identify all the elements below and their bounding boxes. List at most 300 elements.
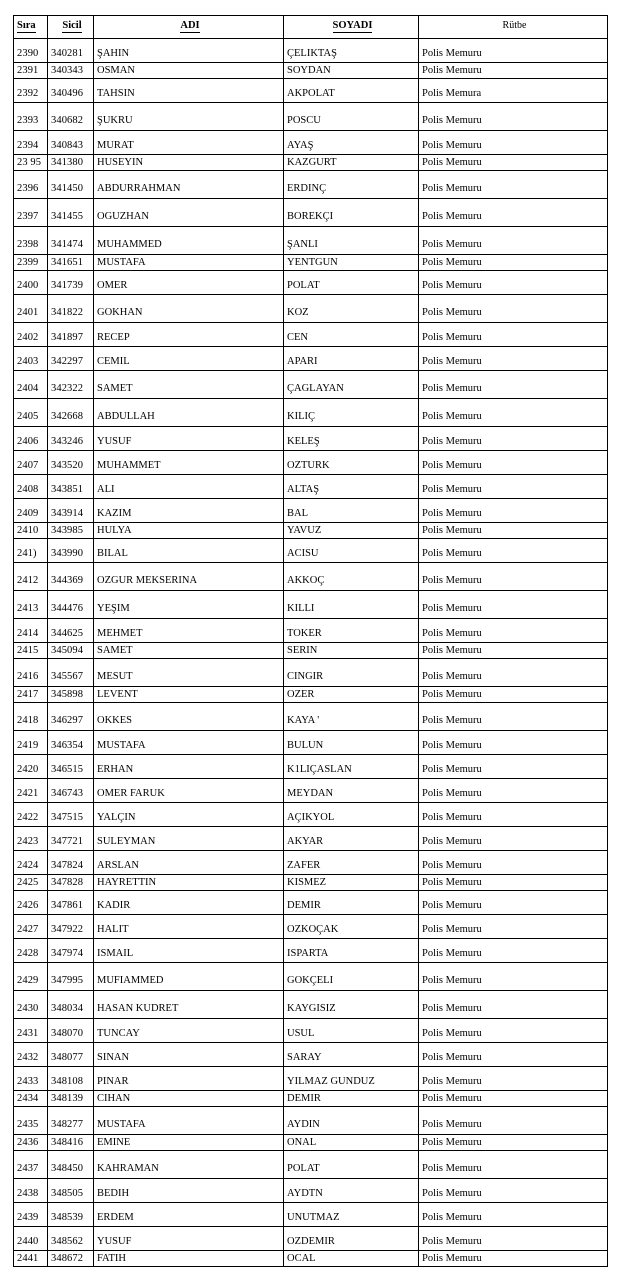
cell-adi: MEHMET [94,619,284,643]
cell-soyadi: POSCU [284,103,419,131]
cell-rutbe: Polis Memuru [419,1107,608,1135]
cell-adi: MUSTAFA [94,1107,284,1135]
cell-rutbe: Polis Memuru [419,39,608,63]
cell-sicil: 342297 [48,347,94,371]
table-row [14,131,608,155]
table-row [14,1251,608,1267]
cell-sicil: 341455 [48,199,94,227]
cell-rutbe: Polis Memuru [419,103,608,131]
cell-sicil: 344625 [48,619,94,643]
table-row [14,963,608,991]
cell-adi: YALÇIN [94,803,284,827]
cell-sira: 2428 [14,939,48,963]
cell-sira: 2421 [14,779,48,803]
cell-soyadi: ŞANLI [284,227,419,255]
personnel-roster-table [13,15,608,1267]
cell-rutbe: Polis Memuru [419,399,608,427]
cell-sicil: 341739 [48,271,94,295]
cell-sicil: 347861 [48,891,94,915]
cell-rutbe: Polis Memuru [419,227,608,255]
cell-adi: MUHAMMET [94,451,284,475]
cell-rutbe: Polis Memuru [419,731,608,755]
table-row [14,155,608,171]
cell-sira: 2410 [14,523,48,539]
cell-sicil: 348416 [48,1135,94,1151]
cell-sira: 2413 [14,591,48,619]
table-row [14,875,608,891]
table-row [14,755,608,779]
table-row [14,171,608,199]
cell-adi: YUSUF [94,427,284,451]
cell-soyadi: AKPOLAT [284,79,419,103]
cell-sira: 2432 [14,1043,48,1067]
cell-sira: 2414 [14,619,48,643]
cell-sicil: 346743 [48,779,94,803]
column-header-adi: ADI [94,16,284,39]
cell-sicil: 348070 [48,1019,94,1043]
cell-adi: FATIH [94,1251,284,1267]
cell-sicil: 347974 [48,939,94,963]
table-row [14,399,608,427]
cell-soyadi: ERDINÇ [284,171,419,199]
cell-adi: SAMET [94,371,284,399]
cell-sicil: 348505 [48,1179,94,1203]
table-row [14,643,608,659]
cell-rutbe: Polis Memuru [419,1019,608,1043]
cell-sicil: 341380 [48,155,94,171]
cell-rutbe: Polis Memuru [419,199,608,227]
table-row [14,1203,608,1227]
cell-adi: MURAT [94,131,284,155]
cell-sira: 2394 [14,131,48,155]
table-row [14,1179,608,1203]
cell-sira: 2399 [14,255,48,271]
cell-sira: 2425 [14,875,48,891]
cell-adi: HALIT [94,915,284,939]
cell-soyadi: ÇAGLAYAN [284,371,419,399]
table-row [14,803,608,827]
cell-sira: 2402 [14,323,48,347]
cell-rutbe: Polis Memuru [419,539,608,563]
column-header-soyadi: SOYADI [284,16,419,39]
cell-sira: 2437 [14,1151,48,1179]
cell-adi: HAYRETTIN [94,875,284,891]
table-row [14,779,608,803]
cell-sira: 2392 [14,79,48,103]
table-row [14,475,608,499]
cell-rutbe: Polis Memuru [419,295,608,323]
cell-rutbe: Polis Memuru [419,643,608,659]
cell-rutbe: Polis Memuru [419,371,608,399]
table-row [14,939,608,963]
cell-rutbe: Polis Memuru [419,1179,608,1203]
cell-rutbe: Polis Memuru [419,1227,608,1251]
table-row [14,347,608,371]
table-header-row [14,16,608,39]
cell-soyadi: AYDIN [284,1107,419,1135]
cell-sicil: 342322 [48,371,94,399]
cell-sira: 2431 [14,1019,48,1043]
cell-rutbe: Polis Memuru [419,891,608,915]
table-row [14,499,608,523]
cell-rutbe: Polis Memuru [419,451,608,475]
cell-soyadi: OCAL [284,1251,419,1267]
cell-sicil: 341897 [48,323,94,347]
cell-soyadi: DEMIR [284,891,419,915]
cell-adi: ISMAIL [94,939,284,963]
cell-sicil: 341651 [48,255,94,271]
cell-adi: TUNCAY [94,1019,284,1043]
cell-adi: SAMET [94,643,284,659]
table-row [14,539,608,563]
cell-adi: OGUZHAN [94,199,284,227]
cell-rutbe: Polis Memuru [419,687,608,703]
cell-sicil: 340281 [48,39,94,63]
cell-sicil: 341822 [48,295,94,323]
table-row [14,1067,608,1091]
cell-rutbe: Polis Memuru [419,827,608,851]
cell-sicil: 348672 [48,1251,94,1267]
table-row [14,591,608,619]
cell-rutbe: Polis Memuru [419,155,608,171]
cell-rutbe: Polis Memuru [419,991,608,1019]
cell-sicil: 347721 [48,827,94,851]
cell-soyadi: USUL [284,1019,419,1043]
cell-sira: 2440 [14,1227,48,1251]
cell-rutbe: Polis Memuru [419,1091,608,1107]
cell-rutbe: Polis Memuru [419,427,608,451]
cell-rutbe: Polis Memuru [419,591,608,619]
cell-sicil: 348077 [48,1043,94,1067]
cell-soyadi: YAVUZ [284,523,419,539]
cell-rutbe: Polis Memuru [419,131,608,155]
cell-soyadi: KAYA ' [284,703,419,731]
table-row [14,323,608,347]
cell-rutbe: Polis Memuru [419,499,608,523]
cell-soyadi: KAZGURT [284,155,419,171]
cell-soyadi: AÇIKYOL [284,803,419,827]
table-row [14,563,608,591]
cell-sicil: 348562 [48,1227,94,1251]
cell-soyadi: KOZ [284,295,419,323]
cell-adi: EMINE [94,1135,284,1151]
cell-adi: GOKHAN [94,295,284,323]
table-row [14,991,608,1019]
cell-sicil: 345567 [48,659,94,687]
cell-sira: 2434 [14,1091,48,1107]
cell-soyadi: APARI [284,347,419,371]
cell-adi: ARSLAN [94,851,284,875]
cell-soyadi: BOREKÇI [284,199,419,227]
cell-soyadi: GOKÇELI [284,963,419,991]
table-body [14,39,608,1267]
cell-sira: 2417 [14,687,48,703]
cell-sira: 2435 [14,1107,48,1135]
cell-sira: 2397 [14,199,48,227]
cell-sira: 2420 [14,755,48,779]
cell-adi: OMER FARUK [94,779,284,803]
cell-soyadi: AKKOÇ [284,563,419,591]
cell-soyadi: KISMEZ [284,875,419,891]
cell-adi: MUFIAMMED [94,963,284,991]
cell-soyadi: SOYDAN [284,63,419,79]
cell-adi: CIHAN [94,1091,284,1107]
cell-rutbe: Polis Memuru [419,563,608,591]
cell-rutbe: Polis Memuru [419,703,608,731]
cell-sira: 2418 [14,703,48,731]
cell-rutbe: Polis Memuru [419,523,608,539]
cell-rutbe: Polis Memuru [419,271,608,295]
table-row [14,891,608,915]
cell-sicil: 347828 [48,875,94,891]
cell-adi: OMER [94,271,284,295]
cell-adi: MESUT [94,659,284,687]
cell-soyadi: SERIN [284,643,419,659]
table-row [14,1019,608,1043]
cell-soyadi: AYDTN [284,1179,419,1203]
cell-sira: 2408 [14,475,48,499]
cell-adi: KADIR [94,891,284,915]
cell-sicil: 340843 [48,131,94,155]
cell-sicil: 343246 [48,427,94,451]
cell-rutbe: Polis Memura [419,79,608,103]
table-row [14,271,608,295]
cell-adi: BILAL [94,539,284,563]
cell-adi: MUSTAFA [94,255,284,271]
cell-soyadi: CINGIR [284,659,419,687]
table-header [14,16,608,39]
cell-adi: LEVENT [94,687,284,703]
cell-sicil: 348034 [48,991,94,1019]
cell-adi: MUHAMMED [94,227,284,255]
cell-soyadi: POLAT [284,1151,419,1179]
cell-sira: 2406 [14,427,48,451]
cell-rutbe: Polis Memuru [419,875,608,891]
table-row [14,295,608,323]
cell-adi: ABDULLAH [94,399,284,427]
cell-soyadi: YILMAZ GUNDUZ [284,1067,419,1091]
table-row [14,523,608,539]
cell-sicil: 341474 [48,227,94,255]
cell-soyadi: AYAŞ [284,131,419,155]
cell-sira: 2393 [14,103,48,131]
cell-sira: 2427 [14,915,48,939]
cell-adi: KAZIM [94,499,284,523]
cell-rutbe: Polis Memuru [419,659,608,687]
cell-sicil: 343914 [48,499,94,523]
cell-rutbe: Polis Memuru [419,619,608,643]
cell-sira: 2422 [14,803,48,827]
cell-rutbe: Polis Memuru [419,1203,608,1227]
cell-soyadi: POLAT [284,271,419,295]
cell-soyadi: UNUTMAZ [284,1203,419,1227]
cell-adi: OSMAN [94,63,284,79]
cell-sicil: 342668 [48,399,94,427]
cell-adi: ABDURRAHMAN [94,171,284,199]
cell-adi: ALI [94,475,284,499]
cell-soyadi: KELEŞ [284,427,419,451]
cell-rutbe: Polis Memuru [419,475,608,499]
cell-sicil: 346515 [48,755,94,779]
cell-sira: 2433 [14,1067,48,1091]
cell-adi: PINAR [94,1067,284,1091]
cell-soyadi: ACISU [284,539,419,563]
cell-adi: HASAN KUDRET [94,991,284,1019]
cell-adi: HUSEYIN [94,155,284,171]
cell-adi: ŞAHIN [94,39,284,63]
cell-adi: CEMIL [94,347,284,371]
cell-soyadi: KILIÇ [284,399,419,427]
cell-sira: 2424 [14,851,48,875]
cell-adi: ŞUKRU [94,103,284,131]
cell-sicil: 348108 [48,1067,94,1091]
cell-adi: MUSTAFA [94,731,284,755]
cell-soyadi: YENTGUN [284,255,419,271]
table-row [14,227,608,255]
cell-sicil: 348139 [48,1091,94,1107]
cell-sira: 2404 [14,371,48,399]
cell-adi: SINAN [94,1043,284,1067]
cell-sicil: 347824 [48,851,94,875]
table-row [14,255,608,271]
cell-rutbe: Polis Memuru [419,915,608,939]
table-row [14,39,608,63]
cell-rutbe: Polis Memuru [419,63,608,79]
cell-sicil: 348277 [48,1107,94,1135]
cell-soyadi: OZER [284,687,419,703]
cell-sira: 241) [14,539,48,563]
cell-sira: 2400 [14,271,48,295]
cell-sira: 2403 [14,347,48,371]
cell-soyadi: OZKOÇAK [284,915,419,939]
cell-sicil: 340682 [48,103,94,131]
cell-soyadi: K1LIÇASLAN [284,755,419,779]
cell-sira: 2430 [14,991,48,1019]
cell-adi: HULYA [94,523,284,539]
cell-adi: OZGUR MEKSERINA [94,563,284,591]
cell-sicil: 348539 [48,1203,94,1227]
cell-rutbe: Polis Memuru [419,803,608,827]
cell-soyadi: DEMIR [284,1091,419,1107]
table-row [14,103,608,131]
cell-adi: YUSUF [94,1227,284,1251]
table-row [14,1043,608,1067]
cell-soyadi: ISPARTA [284,939,419,963]
cell-sira: 2426 [14,891,48,915]
cell-sicil: 340496 [48,79,94,103]
cell-soyadi: BULUN [284,731,419,755]
table-row [14,1151,608,1179]
cell-sira: 2390 [14,39,48,63]
cell-rutbe: Polis Memuru [419,1043,608,1067]
cell-sicil: 346297 [48,703,94,731]
cell-rutbe: Polis Memuru [419,323,608,347]
table-row [14,1107,608,1135]
cell-soyadi: ZAFER [284,851,419,875]
column-header-sira: Sıra [14,16,48,39]
cell-rutbe: Polis Memuru [419,755,608,779]
cell-rutbe: Polis Memuru [419,851,608,875]
cell-sira: 2415 [14,643,48,659]
column-header-sicil: Sicil [48,16,94,39]
cell-sira: 2407 [14,451,48,475]
table-row [14,451,608,475]
cell-adi: RECEP [94,323,284,347]
table-row [14,63,608,79]
cell-adi: KAHRAMAN [94,1151,284,1179]
cell-sicil: 345898 [48,687,94,703]
cell-sicil: 346354 [48,731,94,755]
table-row [14,851,608,875]
table-row [14,827,608,851]
table-row [14,619,608,643]
cell-soyadi: OZDEMIR [284,1227,419,1251]
cell-soyadi: CEN [284,323,419,347]
cell-sicil: 347922 [48,915,94,939]
cell-sicil: 347995 [48,963,94,991]
table-row [14,199,608,227]
cell-sira: 2436 [14,1135,48,1151]
cell-adi: OKKES [94,703,284,731]
table-row [14,915,608,939]
table-row [14,703,608,731]
cell-sicil: 340343 [48,63,94,79]
cell-soyadi: MEYDAN [284,779,419,803]
cell-sira: 2416 [14,659,48,687]
cell-adi: BEDIH [94,1179,284,1203]
cell-sira: 2423 [14,827,48,851]
column-header-rutbe: Rütbe [419,16,608,39]
cell-soyadi: ONAL [284,1135,419,1151]
cell-sicil: 343851 [48,475,94,499]
cell-rutbe: Polis Memuru [419,963,608,991]
cell-soyadi: ÇELIKTAŞ [284,39,419,63]
cell-rutbe: Polis Memuru [419,1151,608,1179]
cell-rutbe: Polis Memuru [419,255,608,271]
cell-adi: ERHAN [94,755,284,779]
cell-rutbe: Polis Memuru [419,1251,608,1267]
cell-sicil: 348450 [48,1151,94,1179]
cell-soyadi: AKYAR [284,827,419,851]
cell-soyadi: ALTAŞ [284,475,419,499]
cell-sira: 2412 [14,563,48,591]
table-row [14,1227,608,1251]
cell-sira: 2409 [14,499,48,523]
cell-sira: 2441 [14,1251,48,1267]
cell-rutbe: Polis Memuru [419,939,608,963]
cell-sira: 2401 [14,295,48,323]
cell-sira: 2391 [14,63,48,79]
table-row [14,687,608,703]
cell-sicil: 343520 [48,451,94,475]
table-row [14,371,608,399]
cell-adi: TAHSIN [94,79,284,103]
cell-sicil: 341450 [48,171,94,199]
table-row [14,731,608,755]
cell-adi: SULEYMAN [94,827,284,851]
cell-adi: ERDEM [94,1203,284,1227]
cell-sira: 2396 [14,171,48,199]
cell-soyadi: KAYGISIZ [284,991,419,1019]
cell-sira: 2398 [14,227,48,255]
cell-rutbe: Polis Memuru [419,1067,608,1091]
cell-sicil: 343985 [48,523,94,539]
cell-soyadi: OZTURK [284,451,419,475]
cell-sira: 2405 [14,399,48,427]
cell-rutbe: Polis Memuru [419,347,608,371]
cell-rutbe: Polis Memuru [419,171,608,199]
cell-soyadi: BAL [284,499,419,523]
